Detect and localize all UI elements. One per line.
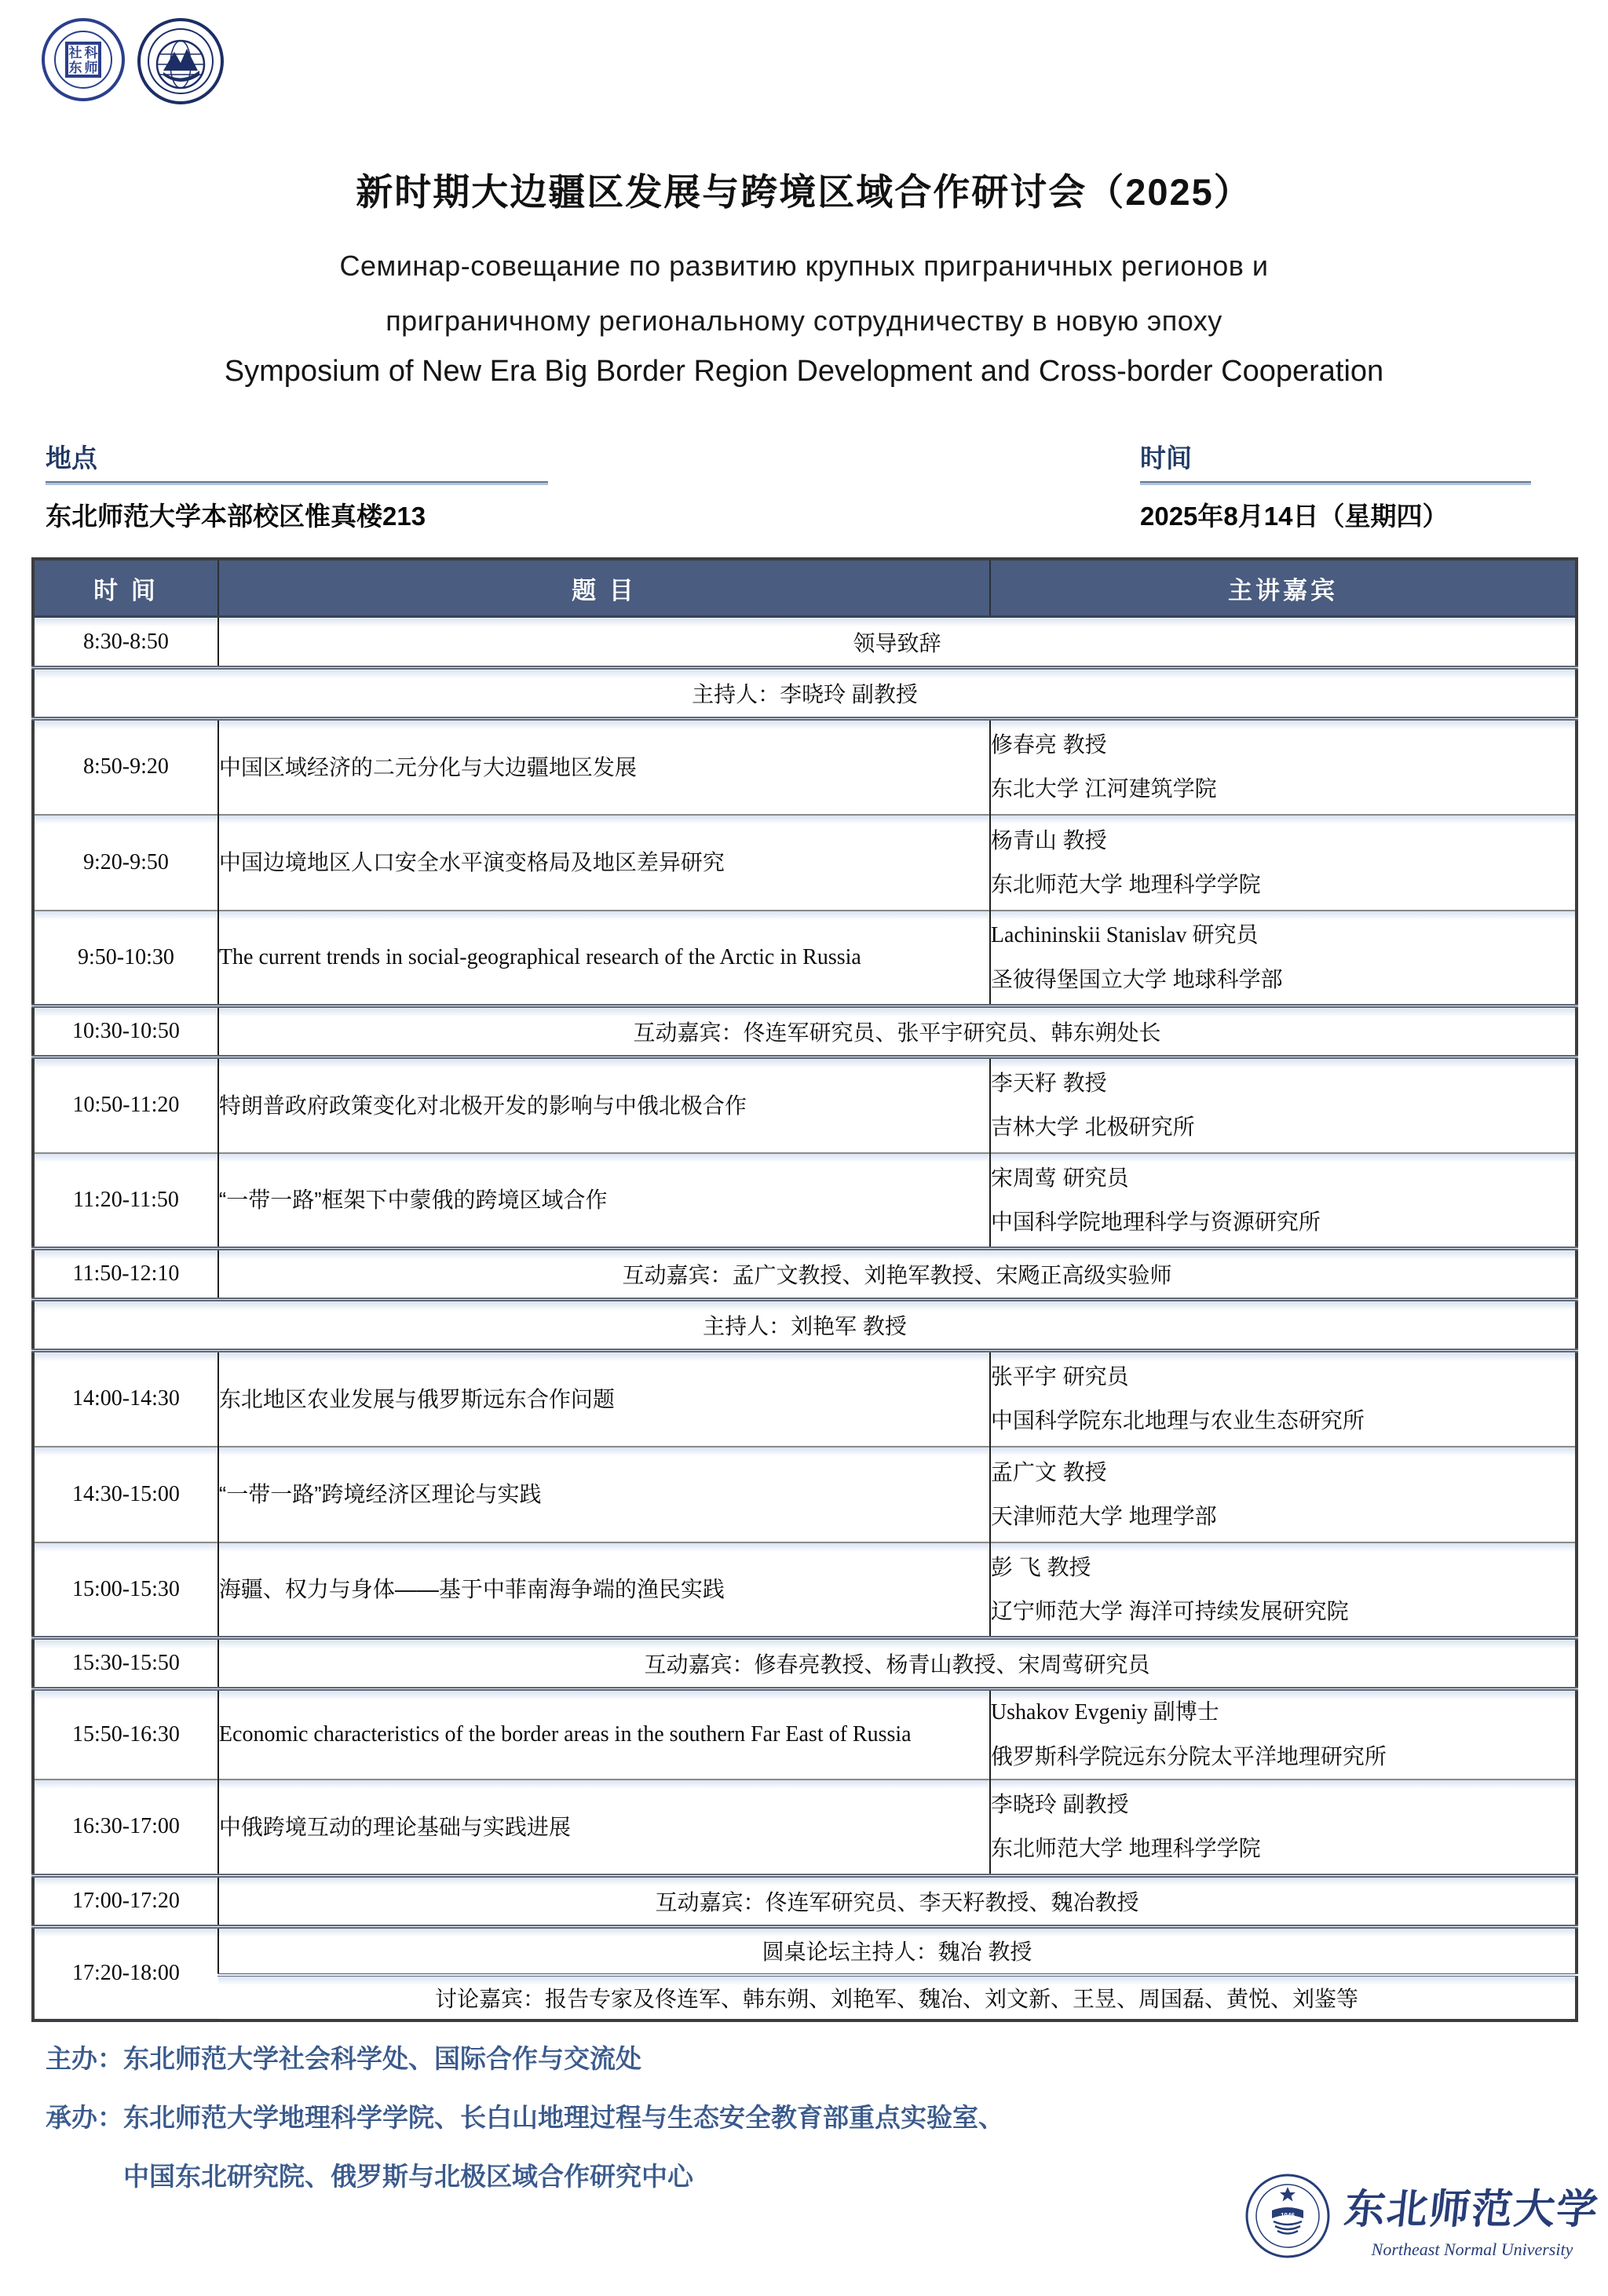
talk-time: 15:00-15:30 xyxy=(33,1542,218,1638)
university-name-zh: 东北师范大学 xyxy=(1342,2185,1602,2233)
talk-time: 15:50-16:30 xyxy=(33,1689,218,1780)
talk-speaker xyxy=(990,1057,1577,1153)
time-label: 时间 xyxy=(1140,444,1192,473)
university-wordmark xyxy=(1342,2176,1602,2260)
panel-text: 互动嘉宾：孟广文教授、刘艳军教授、宋飏正高级实验师 xyxy=(218,1249,1577,1300)
speaker-affiliation: 吉林大学 北极研究所 xyxy=(990,1115,1195,1140)
talk-title: 中国边境地区人口安全水平演变格局及地区差异研究 xyxy=(218,815,990,911)
talk-time: 14:30-15:00 xyxy=(33,1447,218,1542)
speaker-name: Ushakov Evgeniy 副博士 xyxy=(990,1700,1219,1725)
roundtable-discussants: 讨论嘉宾：报告专家及佟连军、韩东朔、刘艳军、魏冶、刘文新、王昱、周国磊、黄悦、刘鉴等 xyxy=(218,1975,1577,2020)
talk-title: “一带一路”框架下中蒙俄的跨境区域合作 xyxy=(218,1153,990,1249)
panel-text: 互动嘉宾：佟连军研究员、李天籽教授、魏冶教授 xyxy=(218,1875,1577,1926)
time-block xyxy=(1140,438,1531,533)
speaker-name: 杨青山 教授 xyxy=(990,827,1107,852)
svg-text:师: 师 xyxy=(84,60,98,75)
location-label: 地点 xyxy=(46,444,97,473)
talk-speaker xyxy=(990,1542,1577,1638)
panel-text: 互动嘉宾：佟连军研究员、张平宇研究员、韩东朔处长 xyxy=(218,1006,1577,1057)
svg-text:1946: 1946 xyxy=(1281,2212,1295,2219)
talk-row xyxy=(33,1779,1577,1875)
time-rule xyxy=(1140,481,1531,485)
talk-title: The current trends in social-geographical research of the Arctic in Russia xyxy=(218,911,990,1006)
speaker-name: 彭 飞 教授 xyxy=(990,1554,1091,1579)
organizer-line-1: 承办：东北师范大学地理科学学院、长白山地理过程与生态安全教育部重点实验室、 xyxy=(46,2103,1004,2132)
talk-row xyxy=(33,1057,1577,1153)
organizer-section xyxy=(46,2046,1223,2222)
roundtable-row xyxy=(33,1926,1577,1975)
talk-speaker xyxy=(990,1351,1577,1447)
panel-time: 10:30-10:50 xyxy=(33,1006,218,1057)
talk-title: Economic characteristics of the border areas in the southern Far East of Russia xyxy=(218,1689,990,1780)
talk-row xyxy=(33,1351,1577,1447)
panel-time: 11:50-12:10 xyxy=(33,1249,218,1300)
ceremony-text: 领导致辞 xyxy=(218,617,1577,668)
talk-title: 特朗普政府政策变化对北极开发的影响与中俄北极合作 xyxy=(218,1057,990,1153)
talk-speaker xyxy=(990,719,1577,815)
schedule-table xyxy=(31,557,1578,2022)
speaker-affiliation: 圣彼得堡国立大学 地球科学部 xyxy=(990,966,1283,991)
speaker-name: 张平宇 研究员 xyxy=(990,1364,1129,1389)
page-title-zh: 新时期大边疆区发展与跨境区域合作研讨会（2025） xyxy=(356,171,1252,213)
speaker-name: 修春亮 教授 xyxy=(990,732,1107,757)
host-line: 主办：东北师范大学社会科学处、国际合作与交流处 xyxy=(46,2044,641,2073)
time-value: 2025年8月14日（星期四） xyxy=(1140,502,1449,531)
speaker-affiliation: 东北大学 江河建筑学院 xyxy=(990,776,1217,801)
svg-text:东: 东 xyxy=(68,60,82,75)
speaker-affiliation: 天津师范大学 地理学部 xyxy=(990,1503,1217,1528)
svg-text:科: 科 xyxy=(84,46,98,60)
host-row xyxy=(33,1300,1577,1351)
panel-time: 17:00-17:20 xyxy=(33,1875,218,1926)
header-logos xyxy=(41,17,225,105)
talk-row xyxy=(33,1689,1577,1780)
host-row xyxy=(33,668,1577,719)
panel-text: 互动嘉宾：修春亮教授、杨青山教授、宋周莺研究员 xyxy=(218,1638,1577,1689)
speaker-name: 李晓玲 副教授 xyxy=(990,1792,1129,1817)
talk-title: “一带一路”跨境经济区理论与实践 xyxy=(218,1447,990,1542)
svg-text:社: 社 xyxy=(68,46,82,60)
host-text: 主持人：李晓玲 副教授 xyxy=(33,668,1577,719)
talk-speaker xyxy=(990,1779,1577,1875)
talk-row xyxy=(33,719,1577,815)
panel-row xyxy=(33,1638,1577,1689)
location-rule xyxy=(46,481,548,485)
location-block xyxy=(46,438,548,533)
speaker-name: 李天籽 教授 xyxy=(990,1071,1107,1096)
talk-speaker xyxy=(990,815,1577,911)
page-title-ru-line2: приграничному региональному сотрудничеству в новую эпоху xyxy=(386,305,1222,337)
speaker-name: Lachininskii Stanislav 研究员 xyxy=(990,922,1259,947)
speaker-affiliation: 东北师范大学 地理科学学院 xyxy=(990,871,1261,896)
speaker-affiliation: 辽宁师范大学 海洋可持续发展研究院 xyxy=(990,1598,1349,1623)
humanities-social-sciences-dept-seal-icon xyxy=(41,17,126,105)
roundtable-time: 17:20-18:00 xyxy=(33,1926,218,2020)
talk-time: 9:20-9:50 xyxy=(33,815,218,911)
school-of-geographical-sciences-seal-icon xyxy=(137,17,225,105)
panel-row xyxy=(33,1249,1577,1300)
talk-speaker xyxy=(990,1689,1577,1780)
talk-time: 11:20-11:50 xyxy=(33,1153,218,1249)
talk-title: 中俄跨境互动的理论基础与实践进展 xyxy=(218,1779,990,1875)
talk-row xyxy=(33,1153,1577,1249)
organizer-line-2: 中国东北研究院、俄罗斯与北极区域合作研究中心 xyxy=(123,2162,693,2191)
column-header-time: 时 间 xyxy=(33,559,218,617)
ceremony-time: 8:30-8:50 xyxy=(33,617,218,668)
talk-speaker xyxy=(990,1153,1577,1249)
talk-title: 海疆、权力与身体——基于中菲南海争端的渔民实践 xyxy=(218,1542,990,1638)
speaker-name: 孟广文 教授 xyxy=(990,1459,1107,1484)
page-title-en: Symposium of New Era Big Border Region Development and Cross-border Cooperation xyxy=(224,355,1384,388)
panel-row xyxy=(33,1006,1577,1057)
panel-row xyxy=(33,1875,1577,1926)
speaker-name: 宋周莺 研究员 xyxy=(990,1165,1129,1190)
schedule-header-row xyxy=(33,559,1577,617)
talk-time: 14:00-14:30 xyxy=(33,1351,218,1447)
ceremony-row xyxy=(33,617,1577,668)
talk-time: 8:50-9:20 xyxy=(33,719,218,815)
page-title-ru-line1: Семинар-совещание по развитию крупных приграничных регионов и xyxy=(339,250,1269,282)
talk-row xyxy=(33,1542,1577,1638)
roundtable-moderator: 圆桌论坛主持人：魏冶 教授 xyxy=(218,1926,1577,1975)
university-seal-icon xyxy=(1244,2173,1331,2263)
speaker-affiliation: 俄罗斯科学院远东分院太平洋地理研究所 xyxy=(990,1744,1387,1769)
panel-time: 15:30-15:50 xyxy=(33,1638,218,1689)
talk-time: 16:30-17:00 xyxy=(33,1779,218,1875)
location-value: 东北师范大学本部校区惟真楼213 xyxy=(46,502,426,531)
talk-row xyxy=(33,815,1577,911)
column-header-speaker: 主讲嘉宾 xyxy=(990,559,1577,617)
talk-row xyxy=(33,911,1577,1006)
talk-title: 中国区域经济的二元分化与大边疆地区发展 xyxy=(218,719,990,815)
talk-row xyxy=(33,1447,1577,1542)
column-header-topic: 题 目 xyxy=(218,559,990,617)
speaker-affiliation: 东北师范大学 地理科学学院 xyxy=(990,1836,1261,1861)
talk-title: 东北地区农业发展与俄罗斯远东合作问题 xyxy=(218,1351,990,1447)
talk-time: 9:50-10:30 xyxy=(33,911,218,1006)
university-name-en: Northeast Normal University xyxy=(1371,2239,1573,2259)
roundtable-discussants-row xyxy=(33,1975,1577,2020)
talk-speaker xyxy=(990,1447,1577,1542)
talk-speaker xyxy=(990,911,1577,1006)
university-logo-block xyxy=(1244,2173,1602,2263)
host-text: 主持人：刘艳军 教授 xyxy=(33,1300,1577,1351)
talk-time: 10:50-11:20 xyxy=(33,1057,218,1153)
speaker-affiliation: 中国科学院地理科学与资源研究所 xyxy=(990,1209,1321,1234)
speaker-affiliation: 中国科学院东北地理与农业生态研究所 xyxy=(990,1408,1365,1433)
